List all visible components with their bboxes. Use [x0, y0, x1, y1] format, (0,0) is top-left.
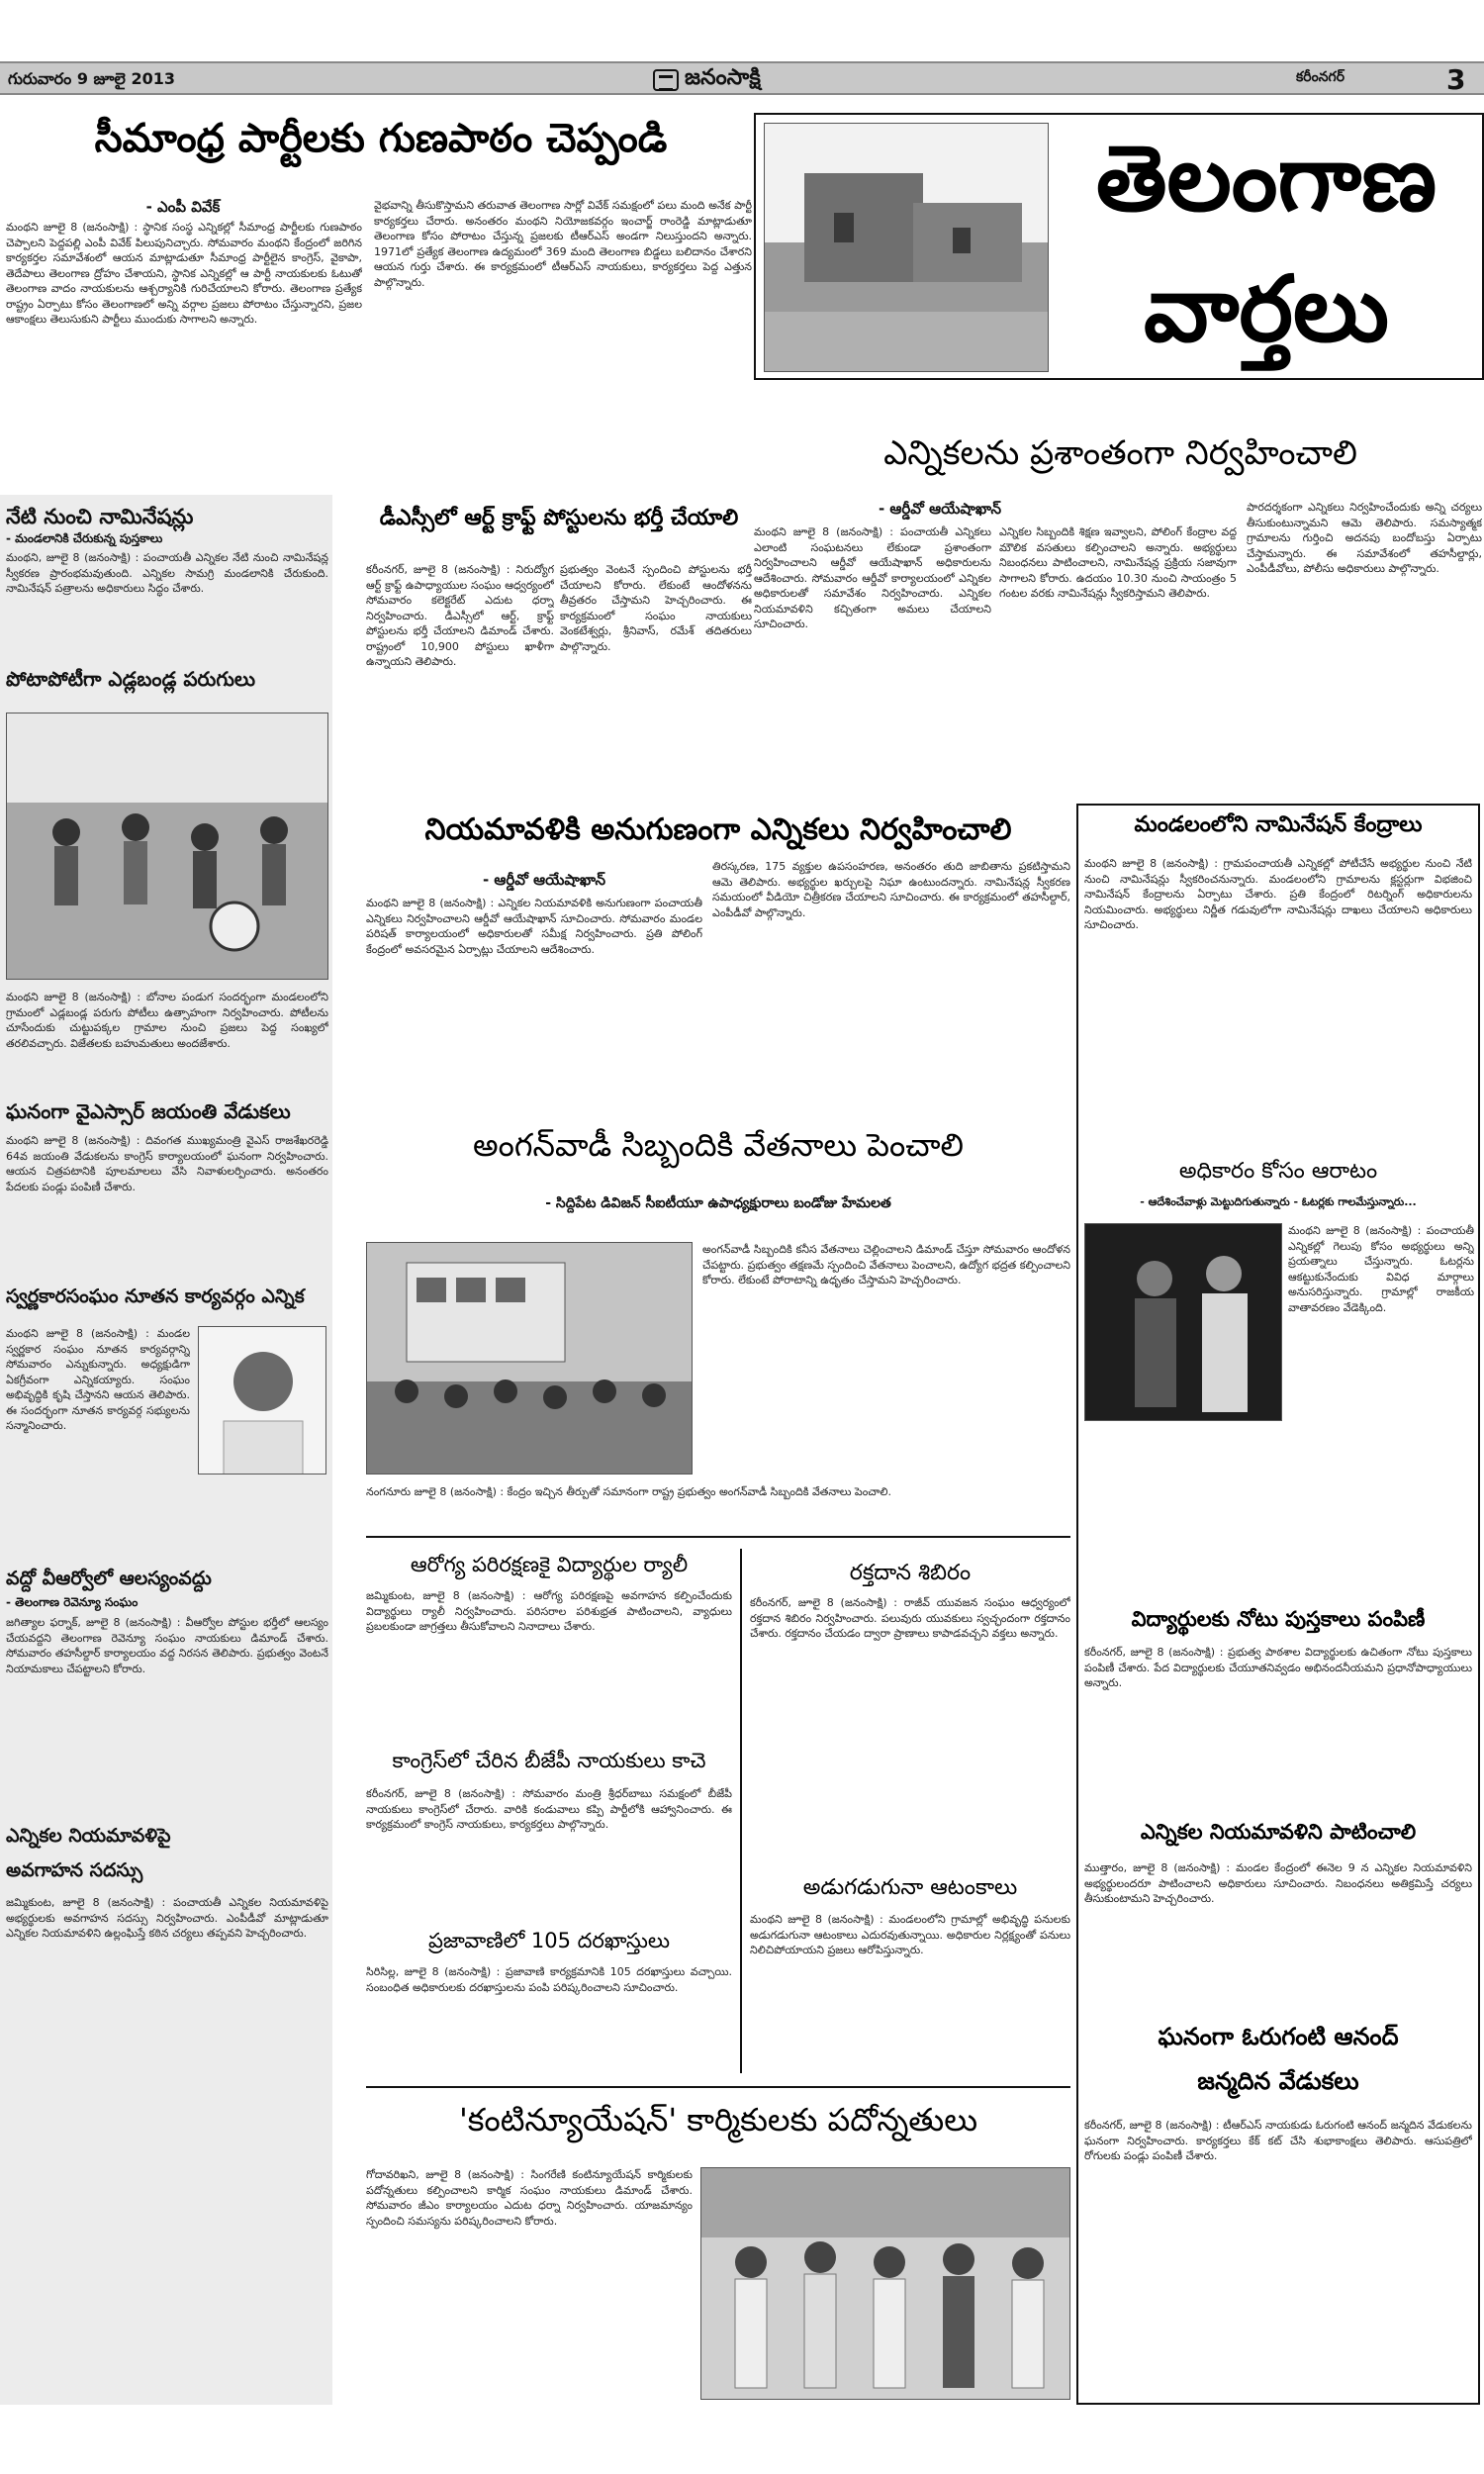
code-awareness-headline1: ఎన్నికల నియమావళిపై: [6, 1825, 171, 1847]
anganwadi-byline: - సిద్దిపేట డివిజన్ సీఐటీయూ ఉపాధ్యక్షురాలు బండోజు హేమలత: [545, 1195, 891, 1211]
ds-body-col2: ప్రభుత్వం వెంటనే స్పందించి పోస్టులను భర్తీ చేయాలని కోరారు. లేకుంటే ఆందోళనను తీవ్రతరం చేస్తామని హెచ్చరించారు. ఈ కార్యక్రమంలో సంఘం నాయకులు వెంకటేశ్వర్లు, శ్రీనివాస్, రమేశ్ తదితరులు పాల్గొన్నారు.: [560, 563, 752, 653]
follow-code-body: ముత్తారం, జూలై 8 (జనంసాక్షి) : మండల కేంద్రంలో ఈనెల 9 న ఎన్నికల నియమావళిని అభ్యర్థులందరూ పాటించాలని అధికారులు సూచించారు. నిబంధనలు అతిక్రమిస్తే చర్యలు తీసుకుంటామని హెచ్చరించారు.: [1084, 1861, 1472, 1905]
issue-date: గురువారం 9 జూలై 2013: [8, 69, 175, 88]
power-struggle-byline: - ఆదేశించేవాళ్లు మెట్టుదిగుతున్నారు - ఓటర్లకు గాలమేస్తున్నారు...: [1140, 1195, 1417, 1208]
workers-photo: [700, 2167, 1070, 2400]
notebooks-body: కరీంనగర్, జూలై 8 (జనంసాక్షి) : ప్రభుత్వ పాఠశాల విద్యార్థులకు ఉచితంగా నోటు పుస్తకాలు పంపిణీ చేశారు. పేద విద్యార్థులకు చేయూతనివ్వడం అభినందనీయమని ప్రధానోపాధ్యాయులు అన్నారు.: [1084, 1646, 1472, 1689]
code-awareness-body: జమ్మికుంట, జూలై 8 (జనంసాక్షి) : పంచాయతీ ఎన్నికల నియమావళిపై అభ్యర్థులకు అవగాహన సదస్సు నిర్వహించారు. ఎంపీడీవో మాట్లాడుతూ ఎన్నికల నియమావళిని ఉల్లంఘిస్తే కఠిన చర్యలు తప్పవని హెచ్చరించారు.: [6, 1896, 328, 1940]
region-label: కరీంనగర్: [1296, 69, 1345, 85]
rally-body: జమ్మికుంట, జూలై 8 (జనంసాక్షి) : ఆరోగ్య పరిరక్షణపై అవగాహన కల్పించేందుకు విద్యార్థులు ర్యాలీ నిర్వహించారు. పరిసరాల పరిశుభ్రత పాటించాలని, వ్యాధులు ప్రబలకుండా జాగ్రత్తలు తీసుకోవాలని నినాదాలు చేశారు.: [366, 1589, 732, 1633]
obstacles-body: మంథని జూలై 8 (జనంసాక్షి) : మండలంలోని గ్రామాల్లో అభివృద్ధి పనులకు అడుగడుగునా ఆటంకాలు ఎదురవుతున్నాయి. అధికారుల నిర్లక్ష్యంతో పనులు నిలిచిపోయాయని ప్రజలు ఆరోపిస్తున్నారు.: [750, 1913, 1070, 1956]
nominations-headline: నేటి నుంచి నామినేషన్లు: [6, 505, 194, 528]
sangham-body: మంథని జూలై 8 (జనంసాక్షి) : మండల స్వర్ణకార సంఘం నూతన కార్యవర్గాన్ని సోమవారం ఎన్నుకున్నారు. అధ్యక్షుడిగా ఏకగ్రీవంగా ఎన్నికయ్యారు. సంఘం అభివృద్ధికి కృషి చేస్తానని ఆయన తెలిపారు. ఈ సందర్భంగా నూతన కార్యవర్గ సభ్యులను సన్మానించారు.: [6, 1327, 190, 1432]
nominations-body: మంథని, జూలై 8 (జనంసాక్షి) : పంచాయతీ ఎన్నికల నేటి నుంచి నామినేషన్ల స్వీకరణ ప్రారంభమవుతుంది. ఎన్నికల సామగ్రి మండలానికి చేరుకుంది. నామినేషన్ పత్రాలను అధికారులు సిద్ధం చేశారు.: [6, 551, 328, 595]
rules-headline: నియమావళికి అనుగుణంగా ఎన్నికలు నిర్వహించాలి: [424, 812, 1012, 847]
obstacles-headline: అడుగడుగునా ఆటంకాలు: [802, 1875, 1018, 1900]
rally-headline: ఆరోగ్య పరిరక్షణకై విద్యార్థుల ర్యాలీ: [410, 1553, 689, 1576]
campaign-photo: [1084, 1223, 1282, 1421]
anganwadi-headline: అంగన్‌వాడీ సిబ్బందికి వేతనాలు పెంచాలి: [473, 1126, 964, 1164]
congress-body: కరీంనగర్, జూలై 8 (జనంసాక్షి) : సోమవారం మంత్రి శ్రీధర్‌బాబు సమక్షంలో బీజేపీ నాయకులు కాంగ్రెస్‌లో చేరారు. వారికి కండువాలు కప్పి పార్టీలోకి ఆహ్వానించారు. ఈ కార్యక్రమంలో కాంగ్రెస్ నాయకులు, కార్యకర్తలు పాల్గొన్నారు.: [366, 1787, 732, 1831]
nomination-centres-headline: మండలంలోని నామినేషన్ కేంద్రాలు: [1134, 812, 1423, 837]
notebooks-headline: విద్యార్థులకు నోటు పుస్తకాలు పంపిణీ: [1131, 1607, 1426, 1631]
banner-line2: వార్తలు: [1143, 255, 1390, 362]
ds-body-col1: కరీంనగర్, జూలై 8 (జనంసాక్షి) : నిరుద్యోగ ఆర్ట్ క్రాఫ్ట్ ఉపాధ్యాయుల సంఘం ఆధ్వర్యంలో సోమవారం కలెక్టరేట్ ఎదుట ధర్నా నిర్వహించారు. డీఎస్సీలో ఆర్ట్, క్రాఫ్ట్ పోస్టులను భర్తీ చేయాలని డిమాండ్ చేశారు. రాష్ట్రంలో 10,900 పోస్టులు ఖాళీగా ఉన్నాయని తెలిపారు.: [366, 563, 554, 668]
divider: [366, 2086, 1070, 2088]
vro-body: జగిత్యాల ఫర్నాక్, జూలై 8 (జనంసాక్షి) : వీఆర్వోల పోస్టుల భర్తీలో ఆలస్యం చేయవద్దని తెలంగాణ రెవెన్యూ సంఘం నాయకులు డిమాండ్ చేశారు. సోమవారం తహసీల్దార్ కార్యాలయం వద్ద నిరసన తెలిపారు. ప్రభుత్వం వెంటనే నియామకాలు చేపట్టాలని కోరారు.: [6, 1616, 328, 1675]
vro-sub: - తెలంగాణ రెవెన్యూ సంఘం: [6, 1595, 139, 1609]
logo-icon: [653, 69, 679, 91]
anganwadi-body: అంగన్‌వాడీ సిబ్బందికి కనీస వేతనాలు చెల్లించాలని డిమాండ్ చేస్తూ సోమవారం ఆందోళన చేపట్టారు. ప్రభుత్వం తక్షణమే స్పందించి వేతనాలు పెంచాలని, ఉద్యోగ భద్రత కల్పించాలని కోరారు. లేకుంటే పోరాటాన్ని ఉధృతం చేస్తామని హెచ్చరించారు.: [702, 1243, 1070, 1286]
birthday-body: కరీంనగర్, జూలై 8 (జనంసాక్షి) : టీఆర్ఎస్ నాయకుడు ఓరుగంటి ఆనంద్ జన్మదిన వేడుకలను ఘనంగా నిర్వహించారు. కార్యకర్తలు కేక్ కట్ చేసి శుభాకాంక్షలు తెలిపారు. ఆసుపత్రిలో రోగులకు పండ్లు పంపిణీ చేశారు.: [1084, 2119, 1472, 2162]
lead-body-col1: మంథని జూలై 8 (జనంసాక్షి) : స్థానిక సంస్థ ఎన్నికల్లో సీమాంధ్ర పార్టీలకు గుణపాఠం చెప్పాలని పెద్దపల్లి ఎంపీ వివేక్ పిలుపునిచ్చారు. సోమవారం మంథని కేంద్రంలో జరిగిన కార్యకర్తల సమావేశంలో ఆయన మాట్లాడుతూ సీమాంధ్ర పార్టీలైన కాంగ్రెస్, వైకాపా, తెదేపాలు తెలంగాణ ద్రోహం చేశాయని, స్థానిక ఎన్నికల్లో ఆ పార్టీ నాయకులకు ఓటుతో తెలంగాణ వాదం నాయకులను ఆశ్చర్యానికి గురిచేయాలని కోరారు. తెలంగాణ ప్రత్యేక రాష్ట్రం ఏర్పాటు కోసం తెలంగాణలో అన్ని వర్గాల ప్రజలు పోరాటం చేస్తున్నారని, ప్రజల ఆకాంక్షలు తెలుసుకుని పార్టీలు ముందుకు సాగాలని అన్నారు.: [6, 221, 362, 326]
continuation-body: గోదావరిఖని, జూలై 8 (జనంసాక్షి) : సింగరేణి కంటిన్యూయేషన్ కార్మికులకు పదోన్నతులు కల్పించాలని కార్మిక సంఘం నాయకులు డిమాండ్ చేశారు. సోమవారం జీఎం కార్యాలయం ఎదుట ధర్నా నిర్వహించారు. యాజమాన్యం స్పందించి సమస్యను పరిష్కరించాలని కోరారు.: [366, 2168, 693, 2228]
follow-code-headline: ఎన్నికల నియమావళిని పాటించాలి: [1140, 1820, 1417, 1844]
page-header: [0, 61, 1484, 95]
divider: [740, 1549, 742, 2073]
jayanti-headline: ఘనంగా వైఎస్సార్ జయంతి వేడుకలు: [6, 1099, 291, 1123]
rdo1-headline: ఎన్నికలను ప్రశాంతంగా నిర్వహించాలి: [883, 433, 1357, 473]
birthday-headline2: జన్మదిన వేడుకలు: [1197, 2067, 1359, 2095]
ds-headline: డీఎస్సీలో ఆర్ట్ క్రాఫ్ట్ పోస్టులను భర్తీ చేయాలి: [379, 506, 739, 530]
rules-byline: - ఆర్డీవో ఆయేషాఖాన్: [482, 871, 605, 889]
member-photo: [198, 1326, 326, 1475]
nomination-centres-body: మంథని జూలై 8 (జనంసాక్షి) : గ్రామపంచాయతీ ఎన్నికల్లో పోటీచేసే అభ్యర్థుల నుంచి నేటి నుంచి నామినేషన్లు స్వీకరించనున్నారు. మండలంలోని గ్రామాలను క్లస్టర్లుగా విభజించి నామినేషన్ కేంద్రాలను ఏర్పాటు చేశారు. ప్రతి కేంద్రంలో రిటర్నింగ్ అధికారులను నియమించారు. అభ్యర్థులు నిర్ణీత గడువులోగా నామినేషన్లు దాఖలు చేయాలని అధికారులు సూచించారు.: [1084, 857, 1472, 931]
race-photo: [6, 713, 328, 980]
anganwadi-protest-photo: [366, 1242, 693, 1475]
congress-headline: కాంగ్రెస్‌లో చేరిన బీజేపీ నాయకులు కాచె: [392, 1749, 706, 1772]
rdo1-body-col1: మంథని జూలై 8 (జనంసాక్షి) : పంచాయతీ ఎన్నికలు ఎలాంటి సంఘటనలు లేకుండా ప్రశాంతంగా నిర్వహించాలని ఆర్డీవో ఆయేషాఖాన్ అధికారులను ఆదేశించారు. సోమవారం ఆర్డీవో కార్యాలయంలో ఎన్నికల అధికారులతో సమావేశం నిర్వహించారు. ఎన్నికల నియమావళిని కచ్చితంగా అమలు చేయాలని సూచించారు.: [754, 525, 991, 630]
prajavani-body: సిరిసిల్ల, జూలై 8 (జనంసాక్షి) : ప్రజావాణి కార్యక్రమానికి 105 దరఖాస్తులు వచ్చాయి. సంబంధిత అధికారులకు దరఖాస్తులను పంపి పరిష్కరించాలని సూచించారు.: [366, 1965, 732, 1994]
sangham-headline: స్వర్ణకారసంఘం నూతన కార్యవర్గం ఎన్నిక: [6, 1285, 305, 1307]
page-number: 3: [1446, 63, 1466, 96]
masthead-logo: [653, 65, 761, 95]
rules-body-col1: మంథని జూలై 8 (జనంసాక్షి) : ఎన్నికల నియమావళికి అనుగుణంగా పంచాయతీ ఎన్నికలు నిర్వహించాలని ఆర్డీవో ఆయేషాఖాన్ సూచించారు. సోమవారం మండల పరిషత్ కార్యాలయంలో అధికారులతో సమీక్ష నిర్వహించారు. ప్రతి పోలింగ్ కేంద్రంలో అవసరమైన ఏర్పాట్లు చేయాలని ఆదేశించారు.: [366, 897, 702, 956]
jayanti-body: మంథని జూలై 8 (జనంసాక్షి) : దివంగత ముఖ్యమంత్రి వైఎస్ రాజశేఖరరెడ్డి 64వ జయంతి వేడుకలను కాంగ్రెస్ కార్యాలయంలో ఘనంగా నిర్వహించారు. ఆయన చిత్రపటానికి పూలమాలలు వేసి నివాళులర్పించారు. అనంతరం పేదలకు పండ్లు పంపిణీ చేశారు.: [6, 1134, 328, 1193]
lead-body-col2: వైభవాన్ని తీసుకొస్తామని తరువాత తెలంగాణ సార్లో వివేక్ సమక్షంలో పలు మంది అనేక పార్టీ కార్యకర్తలు చేరారు. అనంతరం మంథని నియోజకవర్గం ఇంచార్జ్ రాంరెడ్డి మాట్లాడుతూ తెలంగాణ కోసం పోరాటం చేస్తున్న ప్రజలకు టీఆర్ఎస్ అండగా నిలుస్తుందని అన్నారు. 1971లో ప్రత్యేక తెలంగాణ ఉద్యమంలో 369 మంది తెలంగాణ బిడ్డలు బలిదానం చేశారని ఆయన గుర్తు చేశారు. ఈ కార్యక్రమంలో టీఆర్ఎస్ నాయకులు, కార్యకర్తలు పెద్ద ఎత్తున పాల్గొన్నారు.: [374, 199, 752, 289]
fort-photo: [764, 123, 1049, 372]
rdo1-byline: - ఆర్డీవో ఆయేషాఖాన్: [878, 500, 1001, 518]
blood-body: కరీంనగర్, జూలై 8 (జనంసాక్షి) : రాజీవ్ యువజన సంఘం ఆధ్వర్యంలో రక్తదాన శిబిరం నిర్వహించారు. పలువురు యువకులు స్వచ్ఛందంగా రక్తదానం చేశారు. రక్తదానం చేయడం ద్వారా ప్రాణాలు కాపాడవచ్చని వక్తలు అన్నారు.: [750, 1596, 1070, 1640]
divider: [366, 1536, 1070, 1538]
vro-headline: వద్దో వీఆర్వోలో ఆలస్యంవద్దు: [6, 1568, 212, 1589]
birthday-headline1: ఘనంగా ఓరుగంటి ఆనంద్: [1158, 2023, 1399, 2050]
power-struggle-headline: అధికారం కోసం ఆరాటం: [1178, 1159, 1378, 1184]
race-body: మంథని జూలై 8 (జనంసాక్షి) : బోనాల పండుగ సందర్భంగా మండలంలోని గ్రామంలో ఎడ్లబండ్ల పరుగు పోటీలు ఉత్సాహంగా నిర్వహించారు. పోటీలను చూసేందుకు చుట్టుపక్కల గ్రామాల నుంచి ప్రజలు పెద్ద సంఖ్యలో తరలివచ్చారు. విజేతలకు బహుమతులు అందజేశారు.: [6, 991, 328, 1050]
banner-line1: తెలంగాణ: [1095, 125, 1438, 232]
rdo1-body-col2: ఎన్నికల సిబ్బందికి శిక్షణ ఇవ్వాలని, పోలింగ్ కేంద్రాల వద్ద మౌలిక వసతులు కల్పించాలని అన్నారు. అభ్యర్థులు నిబంధనలు పాటించాలని, నామినేషన్ల ప్రక్రియ సజావుగా సాగాలని కోరారు. ఉదయం 10.30 నుంచి సాయంత్రం 5 గంటల వరకు నామినేషన్లు స్వీకరిస్తామని తెలిపారు.: [999, 525, 1237, 600]
lead-headline: సీమాంధ్ర పార్టీలకు గుణపాఠం చెప్పండి: [94, 116, 668, 161]
rdo1-body-col3: పారదర్శకంగా ఎన్నికలు నిర్వహించేందుకు అన్ని చర్యలు తీసుకుంటున్నామని ఆమె తెలిపారు. సమస్యాత్మక గ్రామాలను గుర్తించి అదనపు బందోబస్తు ఏర్పాటు చేస్తామన్నారు. ఈ సమావేశంలో తహసీల్దార్లు, ఎంపీడీవోలు, పోలీసు అధికారులు పాల్గొన్నారు.: [1247, 501, 1482, 575]
race-headline: పోటాపోటీగా ఎడ్లబండ్ల పరుగులు: [6, 667, 256, 691]
anganwadi-bottom: నంగనూరు జూలై 8 (జనంసాక్షి) : కేంద్రం ఇచ్చిన తీర్పుతో సమానంగా రాష్ట్ర ప్రభుత్వం అంగన్‌వాడీ సిబ్బందికి వేతనాలు పెంచాలి.: [366, 1485, 891, 1498]
logo-text: జనంసాక్షి: [685, 65, 761, 90]
power-struggle-body: మంథని జూలై 8 (జనంసాక్షి) : పంచాయతీ ఎన్నికల్లో గెలుపు కోసం అభ్యర్థులు అన్ని ప్రయత్నాలు చేస్తున్నారు. ఓటర్లను ఆకట్టుకునేందుకు వివిధ మార్గాలు అనుసరిస్తున్నారు. గ్రామాల్లో రాజకీయ వాతావరణం వేడెక్కింది.: [1288, 1224, 1474, 1314]
lead-byline: - ఎంపీ వివేక్: [145, 198, 221, 216]
blood-headline: రక్తదాన శిబిరం: [849, 1561, 972, 1585]
rules-body-col2: తిరస్కరణ, 175 వ్యక్తుల ఉపసంహరణ, అనంతరం తుది జాబితాను ప్రకటిస్తామని ఆమె తెలిపారు. అభ్యర్థుల ఖర్చులపై నిఘా ఉంటుందన్నారు. నామినేషన్ల స్వీకరణ సమయంలో వీడియో చిత్రీకరణ చేయాలని సూచించారు. ఈ కార్యక్రమంలో తహసీల్దార్, ఎంపీడీవో పాల్గొన్నారు.: [712, 860, 1070, 919]
code-awareness-headline2: అవగాహన సదస్సు: [6, 1859, 143, 1881]
continuation-headline: 'కంటిన్యూయేషన్' కార్మికులకు పదోన్నతులు: [458, 2101, 978, 2139]
prajavani-headline: ప్రజావాణిలో 105 దరఖాస్తులు: [427, 1929, 671, 1952]
nominations-sub: - మండలానికి చేరుకున్న పుస్తకాలు: [6, 531, 163, 545]
